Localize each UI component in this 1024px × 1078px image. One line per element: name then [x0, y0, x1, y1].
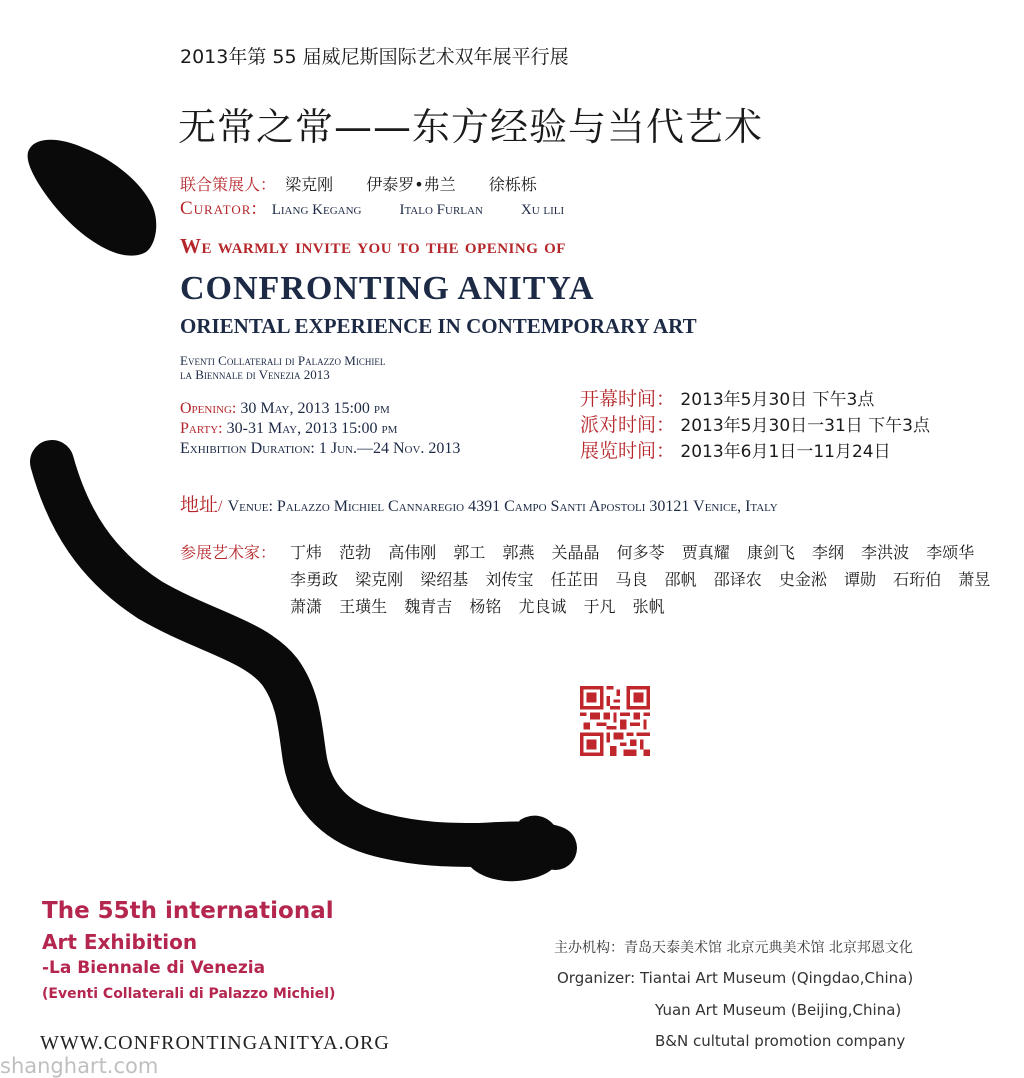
artist-name: 刘传宝 [485, 570, 534, 589]
artist-name: 马良 [615, 570, 648, 589]
artist-name: 尤良诚 [518, 597, 567, 616]
top-line: 2013年第 55 届威尼斯国际艺术双年展平行展 [180, 46, 569, 68]
party-cn-label: 派对时间： [580, 414, 676, 436]
biennale-line-2: Art Exhibition [42, 930, 198, 954]
organizer-en-1 [557, 969, 913, 987]
artist-name: 梁克刚 [355, 570, 404, 589]
exhibit-cn-value: 2013年6月1日一11月24日 [680, 442, 891, 462]
curator-en-name: Liang Kegang [271, 202, 362, 218]
biennale-line-3: -La Biennale di Venezia [42, 958, 266, 978]
eventi-block [180, 354, 385, 382]
artist-name: 李勇政 [290, 570, 339, 589]
opening-cn-label: 开幕时间： [580, 388, 676, 410]
exhibition-subtitle: ORIENTAL EXPERIENCE IN CONTEMPORARY ART [180, 314, 697, 338]
artist-name: 于凡 [583, 597, 616, 616]
duration-en: Exhibition Duration: 1 Jun.—24 Nov. 2013 [180, 440, 461, 457]
watermark: shanghart.com [0, 1054, 159, 1078]
opening-en-value: 30 May, 2013 15:00 pm [240, 400, 390, 417]
organizer-en-3: B&N cultutal promotion company [655, 1032, 906, 1050]
biennale-line-1: The 55th international [42, 898, 334, 924]
address-cn-label: 地址 [180, 494, 219, 516]
exhibit-cn-label: 展览时间： [580, 440, 676, 462]
opening-en [180, 400, 390, 418]
artist-name: 李颂华 [926, 543, 975, 562]
opening-en-label: Opening: [180, 400, 237, 417]
party-en-label: Party: [180, 420, 223, 437]
artist-name: 梁绍基 [420, 570, 469, 589]
artist-name: 邵帆 [664, 570, 697, 589]
artist-name: 邵译农 [713, 570, 762, 589]
artist-name: 何多苓 [616, 543, 665, 562]
artist-name: 萧昱 [958, 570, 991, 589]
biennale-line-4: (Eventi Collaterali di Palazzo Michiel) [42, 986, 336, 1002]
curators-en [180, 198, 598, 220]
eventi-line: Eventi Collaterali di Palazzo Michiel [180, 353, 386, 368]
organizer-en-label: Organizer: [557, 969, 636, 987]
organizer-cn: 主办机构：青岛天泰美术馆 北京元典美术馆 北京邦恩文化 [554, 940, 913, 956]
address-slash: / [218, 498, 223, 515]
artist-name: 谭勋 [843, 570, 876, 589]
artist-name: 史金淞 [778, 570, 827, 589]
curator-cn-name: 徐栎栎 [488, 175, 537, 194]
curator-cn-name: 梁克刚 [285, 175, 334, 194]
qr-code-icon[interactable] [580, 686, 650, 756]
artist-name: 杨铭 [469, 597, 502, 616]
curator-cn-name: 伊泰罗•弗兰 [366, 175, 456, 194]
eventi-line: la Biennale di Venezia 2013 [180, 367, 330, 382]
artist-name: 李纲 [811, 543, 844, 562]
invite-line: We warmly invite you to the opening of [180, 234, 566, 258]
party-cn [580, 410, 930, 437]
artist-name: 王璜生 [339, 597, 388, 616]
opening-cn [580, 384, 874, 411]
artist-name: 关晶晶 [551, 543, 600, 562]
artists-row-1 [290, 540, 986, 563]
party-en [180, 420, 397, 438]
ink-blob-icon [28, 140, 157, 256]
artist-name: 郭燕 [502, 543, 535, 562]
exhibit-cn [580, 436, 891, 463]
curator-en-name: Xu lili [520, 202, 565, 218]
artist-name: 任芷田 [550, 570, 599, 589]
artist-name: 贾真耀 [681, 543, 730, 562]
artist-name: 李洪波 [861, 543, 910, 562]
artist-name: 康剑飞 [746, 543, 795, 562]
curators-cn [180, 172, 565, 195]
artist-name: 郭工 [453, 543, 486, 562]
curators-en-label: Curator: [180, 198, 258, 219]
opening-cn-value: 2013年5月30日 下午3点 [680, 390, 875, 410]
address [180, 490, 778, 517]
artists-row-2 [290, 567, 1002, 590]
exhibition-title: CONFRONTING ANITYA [180, 270, 595, 307]
page-title: 无常之常——东方经验与当代艺术 [178, 105, 764, 149]
artist-name: 魏青吉 [404, 597, 453, 616]
artist-name: 丁炜 [290, 543, 323, 562]
organizer-en-line: Tiantai Art Museum (Qingdao,China) [639, 969, 914, 987]
artists-label: 参展艺术家： [180, 543, 277, 562]
organizer-en-2: Yuan Art Museum (Beijing,China) [655, 1001, 902, 1019]
party-cn-value: 2013年5月30日一31日 下午3点 [680, 416, 930, 436]
artist-name: 张帆 [632, 597, 665, 616]
address-venue: Venue: Palazzo Michiel Cannaregio 4391 Campo Santi Apostoli 30121 Venice, Italy [227, 498, 778, 515]
artists-row-3 [290, 594, 677, 617]
party-en-value: 30-31 May, 2013 15:00 pm [226, 420, 398, 437]
website-link[interactable]: WWW.CONFRONTINGANITYA.ORG [40, 1032, 390, 1054]
artist-name: 高伟刚 [388, 543, 437, 562]
curators-cn-label: 联合策展人： [180, 175, 277, 194]
curator-en-name: Italo Furlan [399, 202, 483, 218]
artist-name: 萧潇 [290, 597, 323, 616]
artist-name: 石珩伯 [893, 570, 942, 589]
artist-name: 范勃 [339, 543, 372, 562]
ink-serpent-stroke [52, 462, 555, 848]
